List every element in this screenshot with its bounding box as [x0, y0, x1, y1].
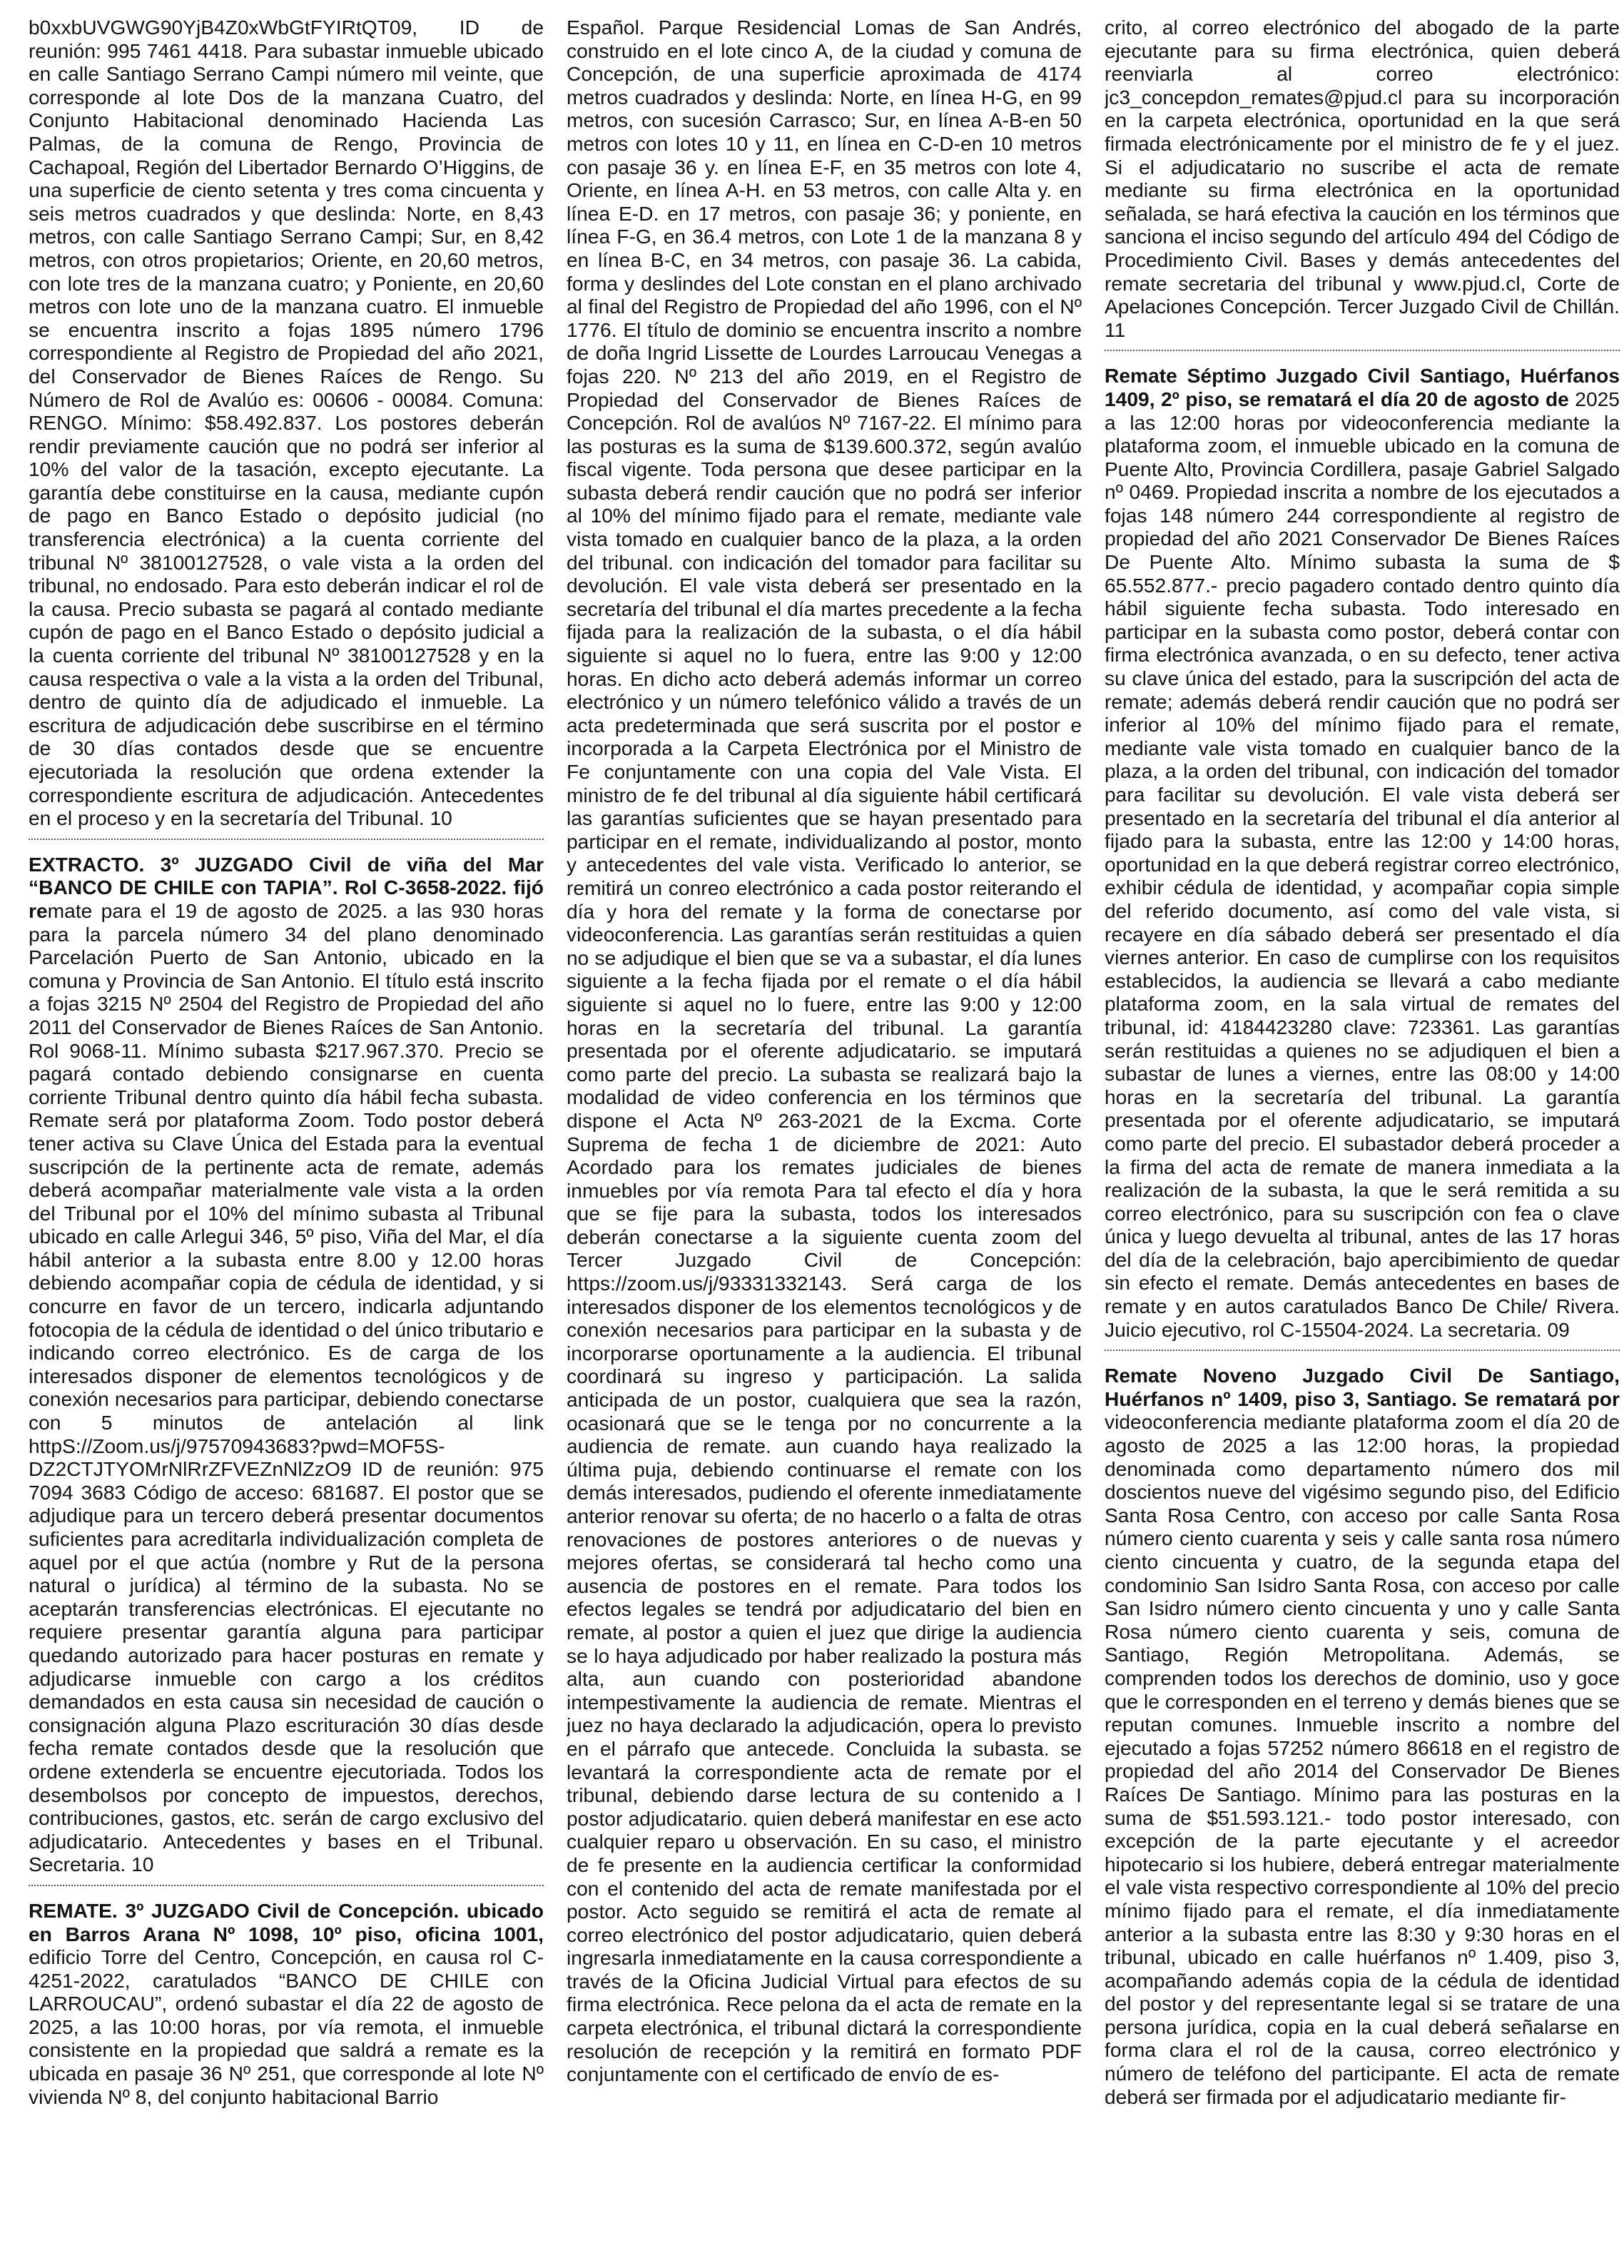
notice-body: edificio Torre del Centro, Concepción, en causa rol C-4251-2022, caratulados “BANCO DE CHILE con LARROUCAU”, ordenó subastar el día 22 de agosto de 2025, a las 10:00 horas, por vía remota, el inmueble consistente en la propiedad que saldrá a remate es la ubicada en pasaje 36 Nº 251, que corresponde al lote Nº vivienda Nº 8, del conjunto habitacional Barrio — [29, 1945, 544, 2108]
notice-divider — [29, 1885, 544, 1886]
notice-text — [1105, 1364, 1620, 2108]
notice-divider — [29, 839, 544, 840]
notice-rengo-continued — [29, 16, 544, 830]
notice-body: crito, al correo electrónico del abogado de la parte ejecutante para su firma electrónica, quien deberá reenviarla al correo electrónico: jc3_concepdon_remates@pjud.cl para su incorporación en la carpeta electrónica, oportunidad en la que será firmada electrónicamente por el ministro de fe y el juez. Si el adjudicatario no suscribe el acta de remate mediante su firma electrónica en la oportunidad señalada, se hará efectiva la caución en los términos que sanciona el inciso segundo del artículo 494 del Código de Procedimiento Civil. Bases y demás antecedentes del remate secretaria del tribunal y www.pjud.cl, Corte de Apelaciones Concepción. Tercer Juzgado Civil de Chillán. 11 — [1105, 16, 1620, 341]
notice-text — [29, 16, 544, 830]
notice-text — [1105, 364, 1620, 1341]
notice-heading: Remate Noveno Juzgado Civil De Santiago, Huérfanos nº 1409, piso 3, Santiago. Se rematará por — [1105, 1364, 1620, 1410]
notice-remate-concepcion — [29, 1899, 544, 2108]
notice-divider — [1105, 1350, 1620, 1351]
column-3 — [1105, 16, 1620, 2268]
column-1 — [29, 16, 544, 2268]
notice-extracto-vina-del-mar — [29, 853, 544, 1876]
notice-noveno-juzgado-santiago — [1105, 1364, 1620, 2108]
notice-remate-concepcion-continued — [567, 16, 1082, 2086]
notice-body: Español. Parque Residencial Lomas de San Andrés, construido en el lote cinco A, de la ciudad y comuna de Concepción, de una superficie aproximada de 4174 metros cuadrados y deslinda: Norte, en línea H-G, en 99 metros, con sucesión Carrasco; Sur, en línea A-B-en 50 metros con lotes 10 y 11, en línea en C-D-en 10 metros con pasaje 36 y. en línea E-F, en 35 metros con lote 4, Oriente, en línea A-H. en 53 metros, con calle Alta y. en línea E-D. en 17 metros, con pasaje 36; y poniente, en línea F-G, en 36.4 metros, con Lote 1 de la manzana 8 y en línea B-C, en 34 metros, con pasaje 36. La cabida, forma y deslindes del Lote constan en el plano archivado al final del Registro de Propiedad del año 1996, con el Nº 1776. El título de dominio se encuentra inscrito a nombre de doña Ingrid Lissette de Lourdes Larroucau Venegas a fojas 220. Nº 213 del año 2019, en el Registro de Propiedad del Conservador de Bienes Raíces de Concepción. Rol de avalúos Nº 7167-22. El mínimo para las posturas es la suma de $139.600.372, según avalúo fiscal vigente. Toda persona que desee participar en la subasta deberá rendir caución que no podrá ser inferior al 10% del mínimo fijado para el remate, mediante vale vista tomado en cualquier banco de la plaza, a la orden del tribunal. con indicación del tomador para facilitar su devolución. El vale vista deberá ser presentado en la secretaría del tribunal el día martes precedente a la fecha fijada para la realización de la subasta, o el día hábil siguiente si aquel no lo fuera, entre las 9:00 y 12:00 horas. En dicho acto deberá además informar un correo electrónico y un número telefónico válido a través de un acta predeterminada que será suscrita por el postor e incorporada a la Carpeta Electrónica por el Ministro de Fe conjuntamente con una copia del Vale Vista. El ministro de fe del tribunal al día siguiente hábil certificará las garantías suficientes que se hayan presentado para participar en el remate, individualizando al postor, monto y antecedentes del vale vista. Verificado lo anterior, se remitirá un conreo electrónico a cada postor reiterando el día y hora del remate y la forma de conectarse por videoconferencia. Las garantías serán restituidas a quien no se adjudique el bien que se va a subastar, el día lunes siguiente a la fecha fijada por el remate o el día hábil siguiente si aquel no lo fuere, entre las 9:00 y 12:00 horas en la secretaría del tribunal. La garantía presentada por el oferente adjudicatario. se imputará como parte del precio. La subasta se realizará bajo la modalidad de video conferencia en los términos que dispone el Acta Nº 263-2021 de la Excma. Corte Suprema de fecha 1 de diciembre de 2021: Auto Acordado para los remates judiciales de bienes inmuebles por vía remota Para tal efecto el día y hora que se fije para la subasta, todos los interesados deberán conectarse a la siguiente cuenta zoom del Tercer Juzgado Civil de Concepción: https://zoom.us/j/93331332143. Será carga de los interesados disponer de los elementos tecnológicos y de conexión necesarios para participar en la subasta y de incorporarse oportunamente a la audiencia. El tribunal coordinará su ingreso y participación. La salida anticipada de un postor, cualquiera que sea la razón, ocasionará que se le tenga por no concurrente a la audiencia de remate. aun cuando haya realizado la última puja, debiendo continuarse el remate con los demás interesados, pudiendo el oferente inmediatamente anterior renovar su oferta; de no hacerlo o a falta de otras renovaciones de postores anteriores o de nuevas y mejores ofertas, se considerará tal hecho como una ausencia de postores en el remate. Para todos los efectos legales se tendrá por adjudicatario del bien en remate, al postor a quien el juez que dirige la audiencia se lo haya adjudicado por haber realizado la postura más alta, aun cuando con posterioridad abandone intempestivamente la audiencia de remate. Mientras el juez no haya declarado la adjudicación, opera lo previsto en el párrafo que antecede. Concluida la subasta. se levantará la correspondiente acta de remate por el tribunal, debiendo darse lectura de su contenido a I postor adjudicatario. quien deberá manifestar en ese acto cualquier reparo u observación. En su caso, el ministro de fe presente en la audiencia certificar la conformidad con el contenido del acta de remate manifestada por el postor. Acto seguido se remitirá el acta de remate al correo electrónico del postor adjudicatario, quien deberá ingresarla inmediatamente en la causa correspondiente a través de la Oficina Judicial Virtual para efectos de su firma electrónica. Rece pelona da el acta de remate en la carpeta electrónica, el tribunal dictará la correspondiente resolución de recepción y la remitirá en formato PDF conjuntamente con el certificado de envío de es- — [567, 16, 1082, 2086]
notice-divider — [1105, 350, 1620, 351]
notice-body: 2025 a las 12:00 horas por videoconferencia mediante la plataforma zoom, el inmueble ubicado en la comuna de Puente Alto, Provincia Cordillera, pasaje Gabriel Salgado nº 0469. Propiedad inscrita a nombre de los ejecutados a fojas 148 número 244 correspondiente al registro de propiedad del año 2021 Conservador De Bienes Raíces De Puente Alto. Mínimo subasta la suma de $ 65.552.877.- precio pagadero contado dentro quinto día hábil siguiente fecha subasta. Todo interesado en participar en la subasta como postor, deberá contar con firma electrónica avanzada, o en su defecto, tener activa su clave única del estado, para la suscripción del acta de remate; además deberá rendir caución que no podrá ser inferior al 10% del mínimo fijado para el remate, mediante vale vista tomado en cualquier banco de la plaza, a la orden del tribunal, con indicación del tomador para facilitar su devolución. El vale vista deberá ser presentado en la secretaría del tribunal el día anterior al fijado para la subasta, entre las 12:00 y 14:00 horas, oportunidad en la que deberá registrar correo electrónico, exhibir cédula de identidad, y acompañar copia simple del referido documento, así como del vale vista, si recayere en día sábado deberá ser presentado el día viernes anterior. En caso de cumplirse con los requisitos establecidos, la audiencia se llevará a cabo mediante plataforma zoom, en la sala virtual de remates del tribunal, id: 4184423280 clave: 723361. Las garantías serán restituidas a quienes no se adjudiquen el bien a subastar de lunes a viernes, entre las 08:00 y 14:00 horas en la secretaría del tribunal. La garantía presentada por el oferente adjudicatario, se imputará como parte del precio. El subastador deberá proceder a la firma del acta de remate de manera inmediata a la realización de la subasta, la que le será remitida a su correo electrónico, para su suscripción con fea o clave única y luego devuelta al tribunal, antes de las 17 horas del día de la celebración, bajo apercibimiento de quedar sin efecto el remate. Demás antecedentes en bases de remate y en autos caratulados Banco De Chile/ Rivera. Juicio ejecutivo, rol C-15504-2024. La secretaria. 09 — [1105, 387, 1620, 1341]
notice-text — [567, 16, 1082, 2086]
notice-body: mate para el 19 de agosto de 2025. a las 930 horas para la parcela número 34 del plano denominado Parcelación Puerto de San Antonio, ubicado en la comuna y Provincia de San Antonio. El título está inscrito a fojas 3215 Nº 2504 del Registro de Propiedad del año 2011 del Conservador de Bienes Raíces de San Antonio. Rol 9068-11. Mínimo subasta $217.967.370. Precio se pagará contado debiendo consignarse en cuenta corriente Tribunal dentro quinto día hábil fecha subasta. Remate será por plataforma Zoom. Todo postor deberá tener activa su Clave Única del Estada para la eventual suscripción de la pertinente acta de remate, además deberá acompañar materialmente vale vista a la orden del Tribunal por el 10% del mínimo subasta al Tribunal ubicado en calle Arlegui 346, 5º piso, Viña del Mar, el día hábil anterior a la subasta entre 8.00 y 12.00 horas debiendo acompañar copia de cédula de identidad, y si concurre en favor de un tercero, indicarla adjuntando fotocopia de la cédula de identidad o del único tributario e indicando correo electrónico. Es de carga de los interesados disponer de elementos tecnológicos y de conexión necesarios para participar, debiendo conectarse con 5 minutos de antelación al link httpS://Zoom.us/j/97570943683?pwd=MOF5S-DZ2CTJTYOMrNlRrZFVEZnNlZzO9 ID de reunión: 975 7094 3683 Código de acceso: 681687. El postor que se adjudique para un tercero deberá presentar documentos suficientes para acreditarla individualización completa de aquel por el que actúa (nombre y Rut de la persona natural o jurídica) al término de la subasta. No se aceptarán transferencias electrónicas. El ejecutante no requiere presentar garantía alguna para participar quedando autorizado para hacer posturas en remate y adjudicarse inmueble con cargo a los créditos demandados en esta causa sin necesidad de caución o consignación alguna Plazo escrituración 30 días desde fecha remate contados desde que la resolución que ordene extenderla se encuentre ejecutoriada. Todos los desembolsos por concepto de impuestos, derechos, contribuciones, gastos, etc. serán de cargo exclusivo del adjudicatario. Antecedentes y bases en el Tribunal. Secretaria. 10 — [29, 898, 544, 1876]
notice-concepcion-end — [1105, 16, 1620, 341]
notice-text — [29, 1899, 544, 2108]
notice-heading: Remate Séptimo Juzgado Civil Santiago, Huérfanos 1409, 2º piso, se rematará el día 20 de agosto de — [1105, 364, 1620, 410]
newspaper-page — [29, 16, 1620, 2268]
column-2 — [567, 16, 1082, 2268]
notice-text — [29, 853, 544, 1876]
notice-septimo-juzgado-santiago — [1105, 364, 1620, 1341]
notice-heading: EXTRACTO. 3º JUZGADO Civil de viña del Mar “BANCO DE CHILE con TAPIA”. Rol C-3658-2022. fijó re — [29, 852, 544, 922]
notice-text — [1105, 16, 1620, 341]
notice-body: videoconferencia mediante plataforma zoom el día 20 de agosto de 2025 a las 12:00 horas, la propiedad denominada como departamento número dos mil doscientos nueve del vigésimo segundo piso, del Edificio Santa Rosa Centro, con acceso por calle Santa Rosa número ciento cuarenta y seis y calle santa rosa número ciento cincuenta y cuatro, de la segunda etapa del condominio San Isidro Santa Rosa, con acceso por calle San Isidro número ciento cincuenta y uno y calle Santa Rosa número ciento cuarenta y seis, comuna de Santiago, Región Metropolitana. Además, se comprenden todos los derechos de dominio, uso y goce que le corresponden en el terreno y demás bienes que se reputan comunes. Inmueble inscrito a nombre del ejecutado a fojas 57252 número 86618 en el registro de propiedad del año 2014 del Conservador De Bienes Raíces De Santiago. Mínimo para las posturas en la suma de $51.593.121.- todo postor interesado, con excepción de la parte ejecutante y el acreedor hipotecario si los hubiere, deberá entregar materialmente el vale vista respectivo correspondiente al 10% del precio mínimo fijado para el remate, el día inmediatamente anterior a la subasta entre las 8:30 y 9:30 horas en el tribunal, ubicado en calle huérfanos nº 1.409, piso 3, acompañando además copia de la cédula de identidad del postor y del representante legal si se tratare de una persona jurídica, copia en la cual deberá señalarse en forma clara el rol de la causa, correo electrónico y número de teléfono del participante. El acta de remate deberá ser firmada por el adjudicatario mediante fir- — [1105, 1410, 1620, 2108]
notice-body: b0xxbUVGWG90YjB4Z0xWbGtFYIRtQT09, ID de reunión: 995 7461 4418. Para subastar inmueble ubicado en calle Santiago Serrano Campi número mil veinte, que corresponde al lote Dos de la manzana Cuatro, del Conjunto Habitacional denominado Hacienda Las Palmas, de la comuna de Rengo, Provincia de Cachapoal, Región del Libertador Bernardo O’Higgins, de una superficie de ciento setenta y tres coma cincuenta y seis metros cuadrados y que deslinda: Norte, en 8,43 metros, con calle Santiago Serrano Campi; Sur, en 8,42 metros, con otros propietarios; Oriente, en 20,60 metros, con lote tres de la manzana cuatro; y Poniente, en 20,60 metros con lote uno de la manzana cuatro. El inmueble se encuentra inscrito a fojas 1895 número 1796 correspondiente al Registro de Propiedad del año 2021, del Conservador de Bienes Raíces de Rengo. Su Número de Rol de Avalúo es: 00606 - 00084. Comuna: RENGO. Mínimo: $58.492.837. Los postores deberán rendir previamente caución que no podrá ser inferior al 10% del valor de la tasación, excepto ejecutante. La garantía debe constituirse en la causa, mediante cupón de pago en Banco Estado o depósito judicial (no transferencia electrónica) a la cuenta corriente del tribunal Nº 38100127528, o vale vista a la orden del tribunal, no endosado. Para esto deberán indicar el rol de la causa. Precio subasta se pagará al contado mediante cupón de pago en el Banco Estado o depósito judicial a la cuenta corriente del tribunal Nº 38100127528 y en la causa respectiva o vale a la vista a la orden del Tribunal, dentro de quinto día de adjudicado el inmueble. La escritura de adjudicación debe suscribirse en el término de 30 días contados desde que se encuentre ejecutoriada la resolución que ordena extender la correspondiente escritura de adjudicación. Antecedentes en el proceso y en la secretaría del Tribunal. 10 — [29, 16, 544, 830]
notice-heading: REMATE. 3º JUZGADO Civil de Concepción. ubicado en Barros Arana Nº 1098, 10º piso, oficina 1001, — [29, 1898, 544, 1945]
